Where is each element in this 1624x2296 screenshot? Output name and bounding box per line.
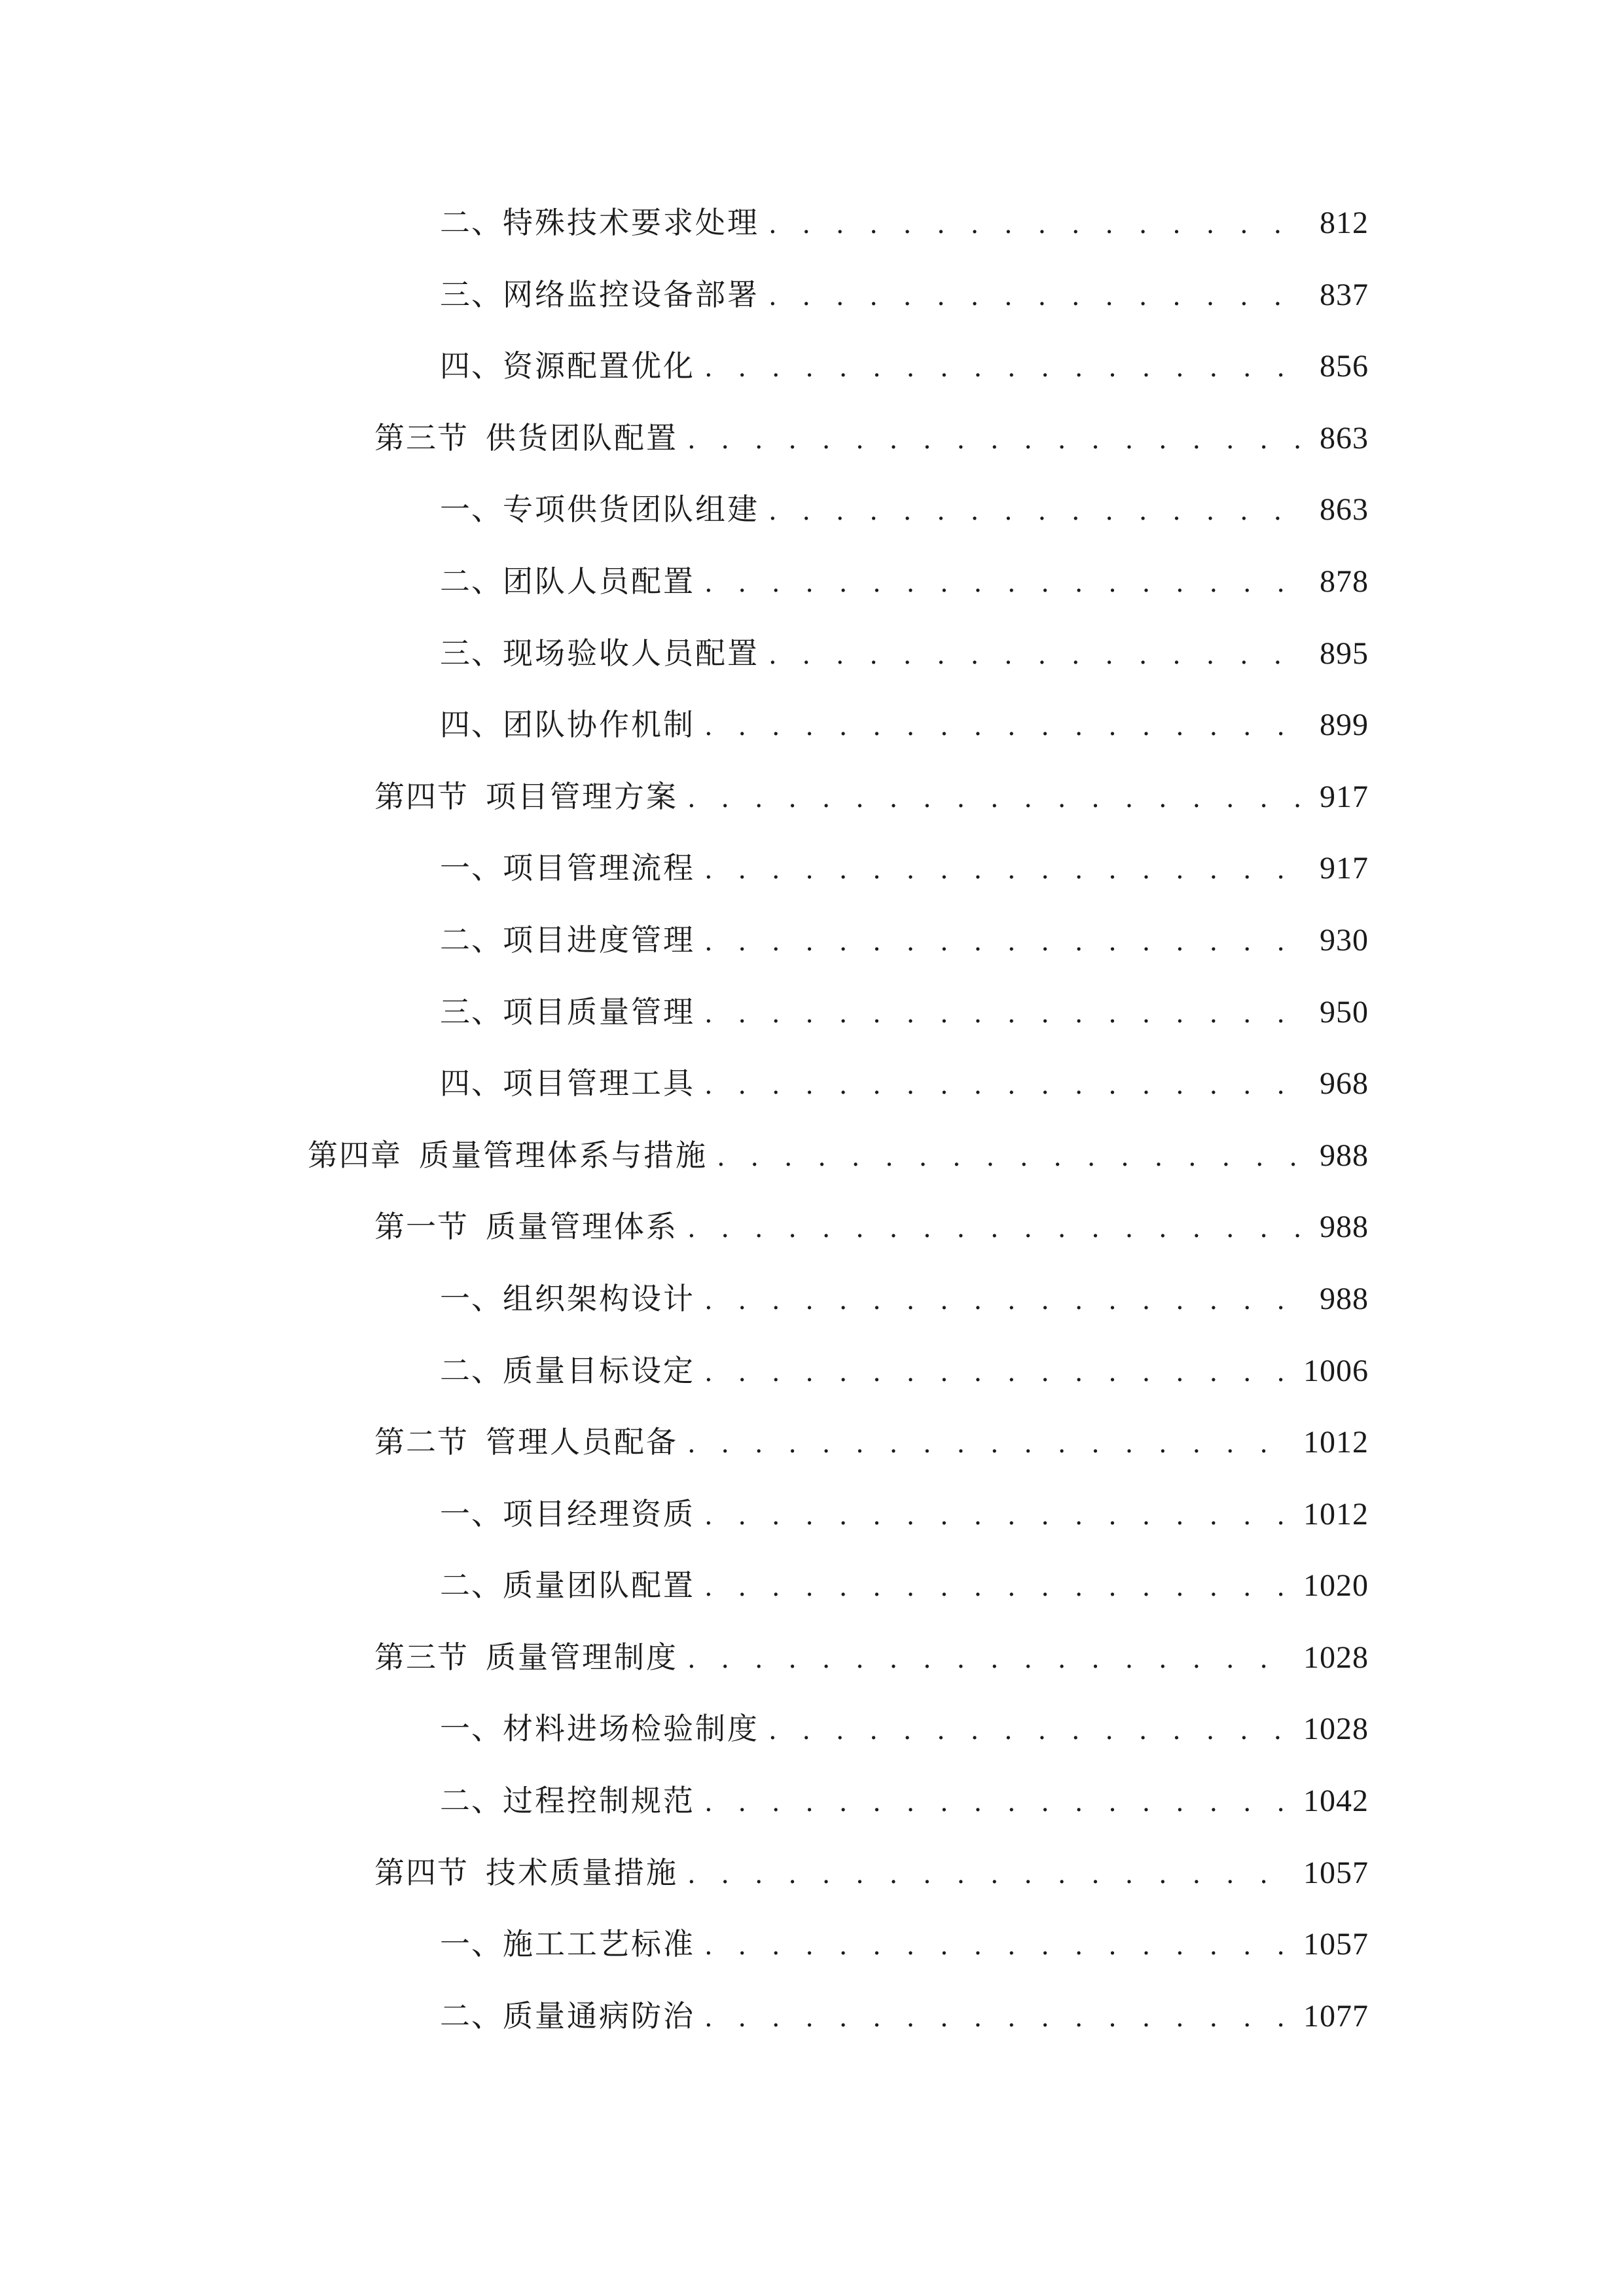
toc-entry-page: 878: [1320, 564, 1369, 599]
toc-entry-page: 1042: [1303, 1784, 1369, 1819]
toc-entry[interactable]: [0, 1765, 1624, 1837]
toc-entry[interactable]: [0, 473, 1624, 545]
table-of-contents: [0, 187, 1624, 2051]
toc-entry-title: 质量通病防治: [503, 1998, 695, 2034]
toc-entry[interactable]: [0, 1980, 1624, 2052]
dot-leader: [704, 1350, 1291, 1395]
toc-section-number: 第四节: [374, 1854, 469, 1890]
toc-entry[interactable]: [0, 832, 1624, 904]
toc-entry-number: 三、: [440, 635, 503, 671]
toc-entry[interactable]: [0, 1478, 1624, 1550]
toc-section-entry[interactable]: [0, 1837, 1624, 1909]
toc-entry-page: 863: [1320, 492, 1369, 528]
toc-entry-title: 团队人员配置: [503, 563, 695, 599]
toc-entry-page: 856: [1320, 349, 1369, 384]
toc-entry-title: 项目经理资质: [503, 1496, 695, 1532]
toc-entry-page: 917: [1320, 851, 1369, 886]
toc-entry[interactable]: [0, 545, 1624, 617]
toc-entry-title: 过程控制规范: [503, 1783, 695, 1819]
dot-leader: [768, 202, 1308, 247]
toc-entry[interactable]: [0, 904, 1624, 976]
toc-entry-number: 二、: [440, 922, 503, 958]
toc-section-number: 第三节: [374, 1639, 469, 1675]
toc-entry-page: 968: [1320, 1066, 1369, 1102]
dot-leader: [704, 1278, 1308, 1323]
toc-entry-title: 专项供货团队组建: [503, 492, 759, 528]
toc-entry-number: 一、: [440, 850, 503, 886]
toc-section-entry[interactable]: [0, 1191, 1624, 1263]
toc-chapter-number: 第四章: [308, 1137, 402, 1173]
toc-entry-page: 1028: [1303, 1640, 1369, 1675]
dot-leader: [768, 632, 1308, 678]
toc-section-number: 第三节: [374, 420, 469, 456]
toc-entry-number: 四、: [440, 1066, 503, 1102]
toc-entry[interactable]: [0, 1908, 1624, 1980]
toc-entry-title: 网络监控设备部署: [503, 276, 759, 312]
toc-entry-page: 988: [1320, 1281, 1369, 1316]
toc-entry-page: 1006: [1303, 1353, 1369, 1388]
toc-entry-number: 四、: [440, 348, 503, 384]
dot-leader: [704, 704, 1308, 749]
toc-entry-number: 四、: [440, 707, 503, 743]
dot-leader: [704, 1995, 1291, 2041]
dot-leader: [704, 919, 1308, 965]
toc-entry-page: 988: [1320, 1210, 1369, 1245]
toc-section-title: 项目管理方案: [486, 778, 678, 814]
toc-section-number: 第一节: [374, 1209, 469, 1245]
toc-entry-page: 917: [1320, 779, 1369, 814]
toc-entry-page: 1028: [1303, 1712, 1369, 1747]
toc-section-title: 管理人员配备: [486, 1424, 678, 1460]
toc-entry[interactable]: [0, 1335, 1624, 1407]
toc-entry[interactable]: [0, 187, 1624, 259]
toc-entry-page: 950: [1320, 994, 1369, 1030]
toc-section-title: 质量管理制度: [486, 1639, 678, 1675]
dot-leader: [687, 417, 1308, 463]
toc-section-title: 供货团队配置: [486, 420, 678, 456]
toc-entry-title: 质量目标设定: [503, 1352, 695, 1388]
toc-entry-number: 二、: [440, 205, 503, 240]
dot-leader: [704, 560, 1308, 606]
toc-chapter-title: 质量管理体系与措施: [419, 1137, 708, 1173]
dot-leader: [704, 991, 1308, 1037]
toc-entry-page: 1012: [1303, 1425, 1369, 1460]
toc-entry-title: 资源配置优化: [503, 348, 695, 384]
dot-leader: [687, 1636, 1291, 1682]
toc-section-entry[interactable]: [0, 402, 1624, 474]
toc-entry-page: 1012: [1303, 1496, 1369, 1532]
toc-entry-page: 930: [1320, 922, 1369, 958]
dot-leader: [704, 1493, 1291, 1539]
toc-entry-number: 二、: [440, 1998, 503, 2034]
toc-entry-title: 项目管理流程: [503, 850, 695, 886]
toc-entry-page: 1020: [1303, 1568, 1369, 1604]
toc-entry-number: 一、: [440, 1496, 503, 1532]
dot-leader: [768, 1708, 1291, 1753]
toc-entry-number: 一、: [440, 1926, 503, 1962]
toc-entry-number: 一、: [440, 492, 503, 528]
toc-entry-number: 二、: [440, 1783, 503, 1819]
toc-section-entry[interactable]: [0, 761, 1624, 833]
toc-entry[interactable]: [0, 617, 1624, 689]
dot-leader: [704, 345, 1308, 391]
toc-section-entry[interactable]: [0, 1621, 1624, 1693]
toc-section-title: 技术质量措施: [486, 1854, 678, 1890]
dot-leader: [768, 488, 1308, 534]
toc-entry[interactable]: [0, 1549, 1624, 1621]
toc-entry-page: 812: [1320, 206, 1369, 240]
toc-entry-page: 1057: [1303, 1855, 1369, 1890]
dot-leader: [704, 1564, 1291, 1610]
toc-entry[interactable]: [0, 1263, 1624, 1335]
toc-entry[interactable]: [0, 259, 1624, 331]
toc-section-entry[interactable]: [0, 1406, 1624, 1478]
toc-entry-title: 项目管理工具: [503, 1066, 695, 1102]
toc-entry-title: 项目进度管理: [503, 922, 695, 958]
dot-leader: [687, 1852, 1291, 1897]
dot-leader: [704, 1780, 1291, 1825]
toc-entry-page: 863: [1320, 420, 1369, 456]
toc-entry-title: 特殊技术要求处理: [503, 205, 759, 240]
toc-section-number: 第四节: [374, 778, 469, 814]
toc-entry-number: 一、: [440, 1280, 503, 1316]
toc-entry-page: 895: [1320, 636, 1369, 671]
dot-leader: [687, 1421, 1291, 1467]
toc-section-number: 第二节: [374, 1424, 469, 1460]
dot-leader: [704, 1062, 1308, 1108]
toc-entry[interactable]: [0, 1047, 1624, 1119]
dot-leader: [687, 776, 1308, 821]
toc-entry[interactable]: [0, 689, 1624, 761]
toc-entry-page: 988: [1320, 1138, 1369, 1173]
toc-entry-number: 三、: [440, 276, 503, 312]
dot-leader: [768, 274, 1308, 319]
toc-section-title: 质量管理体系: [486, 1209, 678, 1245]
toc-entry-page: 837: [1320, 277, 1369, 312]
toc-entry-title: 组织架构设计: [503, 1280, 695, 1316]
toc-entry-title: 团队协作机制: [503, 707, 695, 743]
toc-entry-title: 项目质量管理: [503, 994, 695, 1030]
toc-entry-number: 三、: [440, 994, 503, 1030]
toc-entry-title: 材料进场检验制度: [503, 1711, 759, 1747]
toc-entry-number: 二、: [440, 563, 503, 599]
toc-entry-number: 二、: [440, 1352, 503, 1388]
dot-leader: [717, 1134, 1308, 1180]
dot-leader: [704, 1923, 1291, 1969]
toc-entry-title: 施工工艺标准: [503, 1926, 695, 1962]
toc-chapter-entry[interactable]: [0, 1119, 1624, 1191]
dot-leader: [687, 1206, 1308, 1251]
toc-entry-number: 一、: [440, 1711, 503, 1747]
toc-entry-number: 二、: [440, 1568, 503, 1604]
toc-entry[interactable]: [0, 976, 1624, 1048]
toc-entry-page: 899: [1320, 708, 1369, 743]
toc-entry[interactable]: [0, 330, 1624, 402]
toc-entry-page: 1057: [1303, 1927, 1369, 1962]
toc-entry-page: 1077: [1303, 1998, 1369, 2034]
toc-entry[interactable]: [0, 1693, 1624, 1765]
dot-leader: [704, 847, 1308, 893]
toc-entry-title: 现场验收人员配置: [503, 635, 759, 671]
toc-entry-title: 质量团队配置: [503, 1568, 695, 1604]
